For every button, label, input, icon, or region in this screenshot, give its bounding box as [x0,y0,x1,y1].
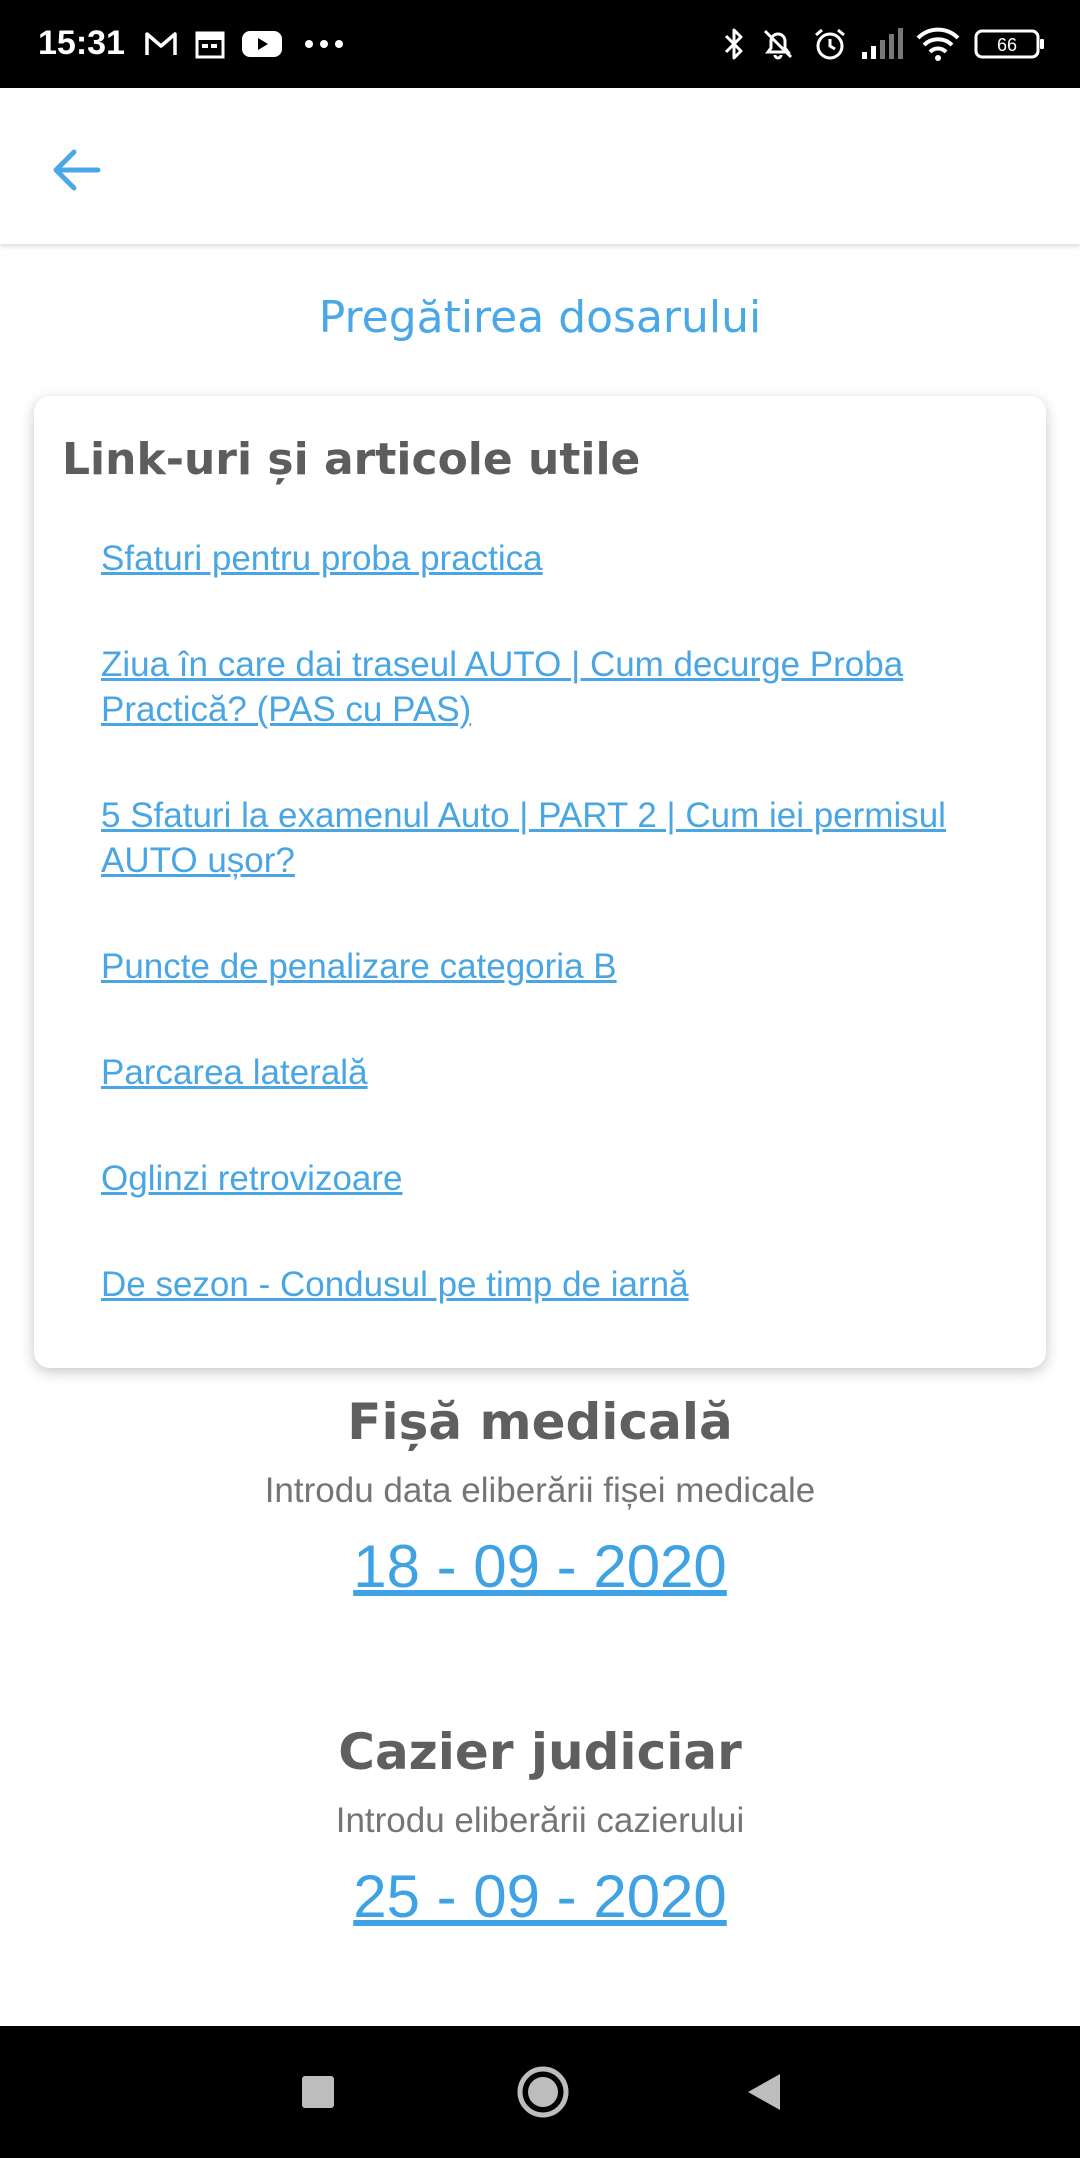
link-list [101,536,1001,1368]
medical-record-title: Fișă medicală [347,1393,733,1451]
silent-bell-icon [760,24,796,64]
bluetooth-icon [722,24,746,64]
link-parcarea-laterala[interactable]: Parcarea laterală [101,1053,368,1092]
link-ziua-traseul-auto[interactable]: Ziua în care dai traseul AUTO | Cum decurge Proba Practică? (PAS cu PAS) [101,645,904,729]
arrow-left-icon [50,148,102,192]
battery-level: 66 [996,35,1018,55]
criminal-record-section [0,1722,1080,1932]
list-item [101,1262,1001,1307]
more-notifications-icon [304,24,344,64]
square-icon [300,2074,336,2110]
back-nav-button[interactable] [704,2026,824,2158]
criminal-record-date[interactable]: 25 - 09 - 2020 [353,1863,727,1930]
medical-record-subtitle: Introdu data eliberării fișei medicale [264,1471,816,1510]
system-nav-bar [0,2026,1080,2158]
link-puncte-penalizare[interactable]: Puncte de penalizare categoria B [101,947,617,986]
list-item [101,1156,1001,1201]
app-bar [0,88,1080,244]
link-oglinzi-retrovizoare[interactable]: Oglinzi retrovizoare [101,1159,403,1198]
list-item [101,793,1001,883]
page-title: Pregătirea dosarului [318,292,762,343]
triangle-back-icon [746,2072,782,2112]
link-condusul-iarna[interactable]: De sezon - Condusul pe timp de iarnă [101,1265,689,1304]
criminal-record-subtitle: Introdu eliberării cazierului [335,1801,745,1840]
back-button[interactable] [44,138,108,202]
card-title: Link-uri și articole utile [62,434,641,485]
medical-record-date[interactable]: 18 - 09 - 2020 [353,1533,727,1600]
youtube-icon [242,24,282,64]
link-sfaturi-proba-practica[interactable]: Sfaturi pentru proba practica [101,539,543,578]
recents-button[interactable] [258,2026,378,2158]
gmail-icon [144,24,178,64]
list-item [101,1050,1001,1095]
status-bar [0,0,1080,88]
useful-links-card [34,396,1046,1368]
link-5-sfaturi-examen[interactable]: 5 Sfaturi la examenul Auto | PART 2 | Cum iei permisul AUTO ușor? [101,796,946,880]
list-item [101,642,1001,732]
home-button[interactable] [483,2026,603,2158]
calendar-icon [194,24,226,64]
medical-record-section [0,1392,1080,1602]
status-time: 15:31 [38,24,125,62]
battery-icon [974,24,1046,64]
wifi-icon [916,24,960,64]
list-item [101,536,1001,581]
alarm-icon [812,24,848,64]
criminal-record-title: Cazier judiciar [338,1723,742,1781]
circle-icon [516,2065,570,2119]
list-item [101,944,1001,989]
signal-icon [860,24,904,64]
